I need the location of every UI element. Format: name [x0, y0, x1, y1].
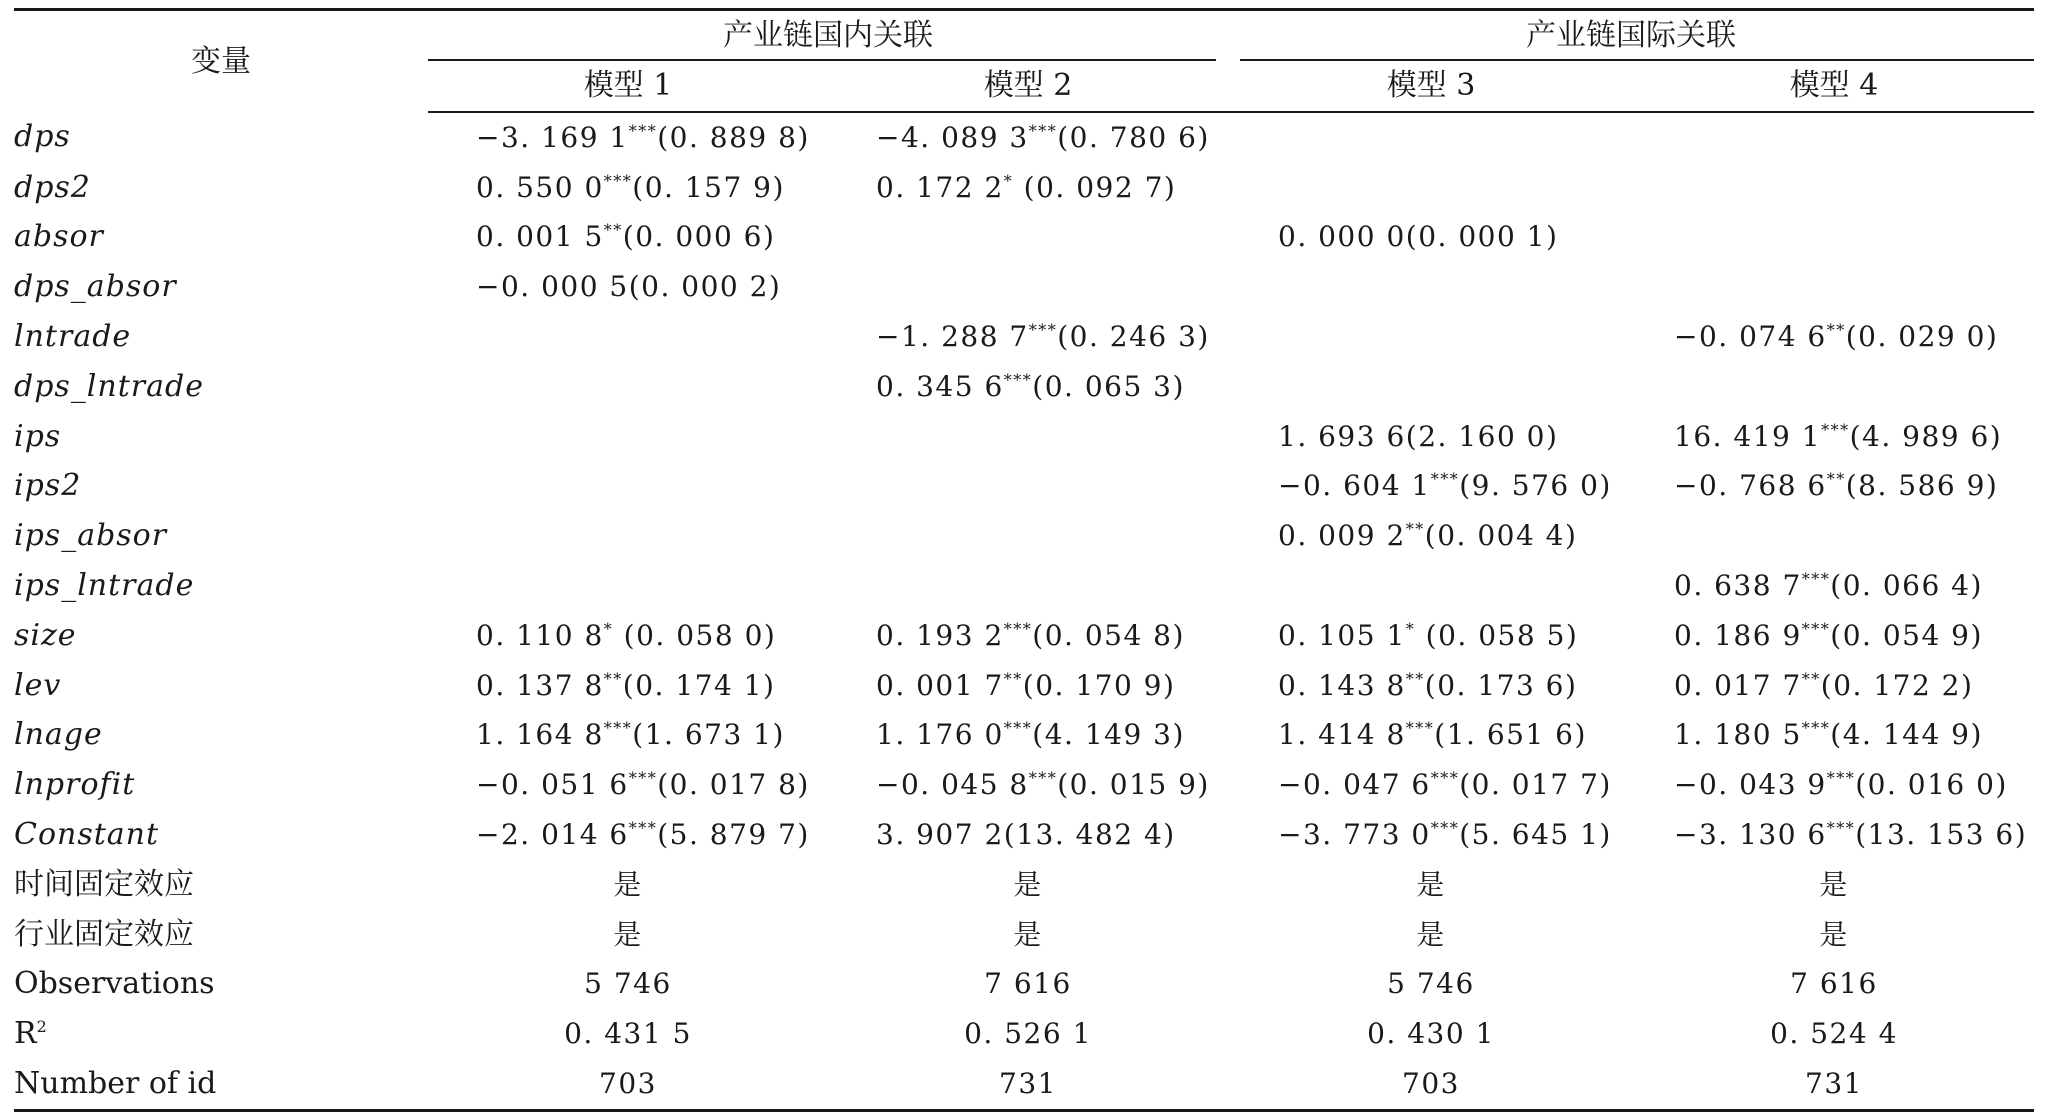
- row-variable-label: lnage: [14, 717, 103, 753]
- row-variable-label: lnprofit: [14, 767, 136, 803]
- table-row: [14, 312, 2034, 362]
- model-1-cell: [428, 561, 828, 611]
- model-2-cell: 7 616: [984, 967, 1072, 1001]
- model-1-cell: 1. 164 8***(1. 673 1): [476, 718, 785, 752]
- model-2-cell: [828, 412, 1228, 462]
- model-4-cell: 0. 017 7**(0. 172 2): [1674, 668, 1974, 702]
- model-1-cell: 0. 001 5**(0. 000 6): [476, 220, 776, 254]
- model-2-cell: [828, 262, 1228, 312]
- model-3-cell: [1228, 362, 1634, 412]
- table-row: [14, 412, 2034, 462]
- row-variable-label: 行业固定效应: [14, 916, 194, 952]
- model-1-header: 模型 1: [428, 61, 828, 112]
- model-3-cell: 0. 000 0(0. 000 1): [1278, 220, 1559, 254]
- group-header-domestic-label: 产业链国内关联: [723, 18, 933, 53]
- table-row: [14, 760, 2034, 810]
- model-2-cell: −0. 045 8***(0. 015 9): [876, 768, 1210, 802]
- model-1-cell: −3. 169 1***(0. 889 8): [476, 120, 810, 154]
- row-variable-label: Number of id: [14, 1059, 428, 1110]
- model-3-cell: 703: [1228, 1059, 1634, 1110]
- model-3-cell: [1228, 262, 1634, 312]
- model-4-cell: [1634, 213, 2034, 263]
- model-2-cell: [828, 561, 1228, 611]
- model-2-header: 模型 2: [828, 61, 1228, 112]
- model-2-cell: [828, 213, 1228, 263]
- row-variable-label: $R^2$: [14, 1016, 47, 1052]
- model-1-cell: −0. 000 5(0. 000 2): [476, 270, 782, 304]
- model-2-cell: 0. 193 2***(0. 054 8): [876, 618, 1185, 652]
- model-2-cell: 是: [1013, 867, 1043, 901]
- model-3-cell: −3. 773 0***(5. 645 1): [1278, 818, 1612, 852]
- model-3-cell: 是: [1416, 917, 1446, 951]
- model-4-cell: [1634, 262, 2034, 312]
- group-header-international: [1228, 10, 2034, 62]
- group-header-domestic: [428, 10, 1228, 62]
- model-1-cell: 是: [613, 867, 643, 901]
- table-row: [14, 163, 2034, 213]
- table-row: [14, 810, 2034, 860]
- model-4-cell: 7 616: [1790, 967, 1878, 1001]
- row-variable-label: ips_lntrade: [14, 568, 195, 604]
- model-3-cell: [1228, 312, 1634, 362]
- model-1-cell: [428, 312, 828, 362]
- model-4-cell: [1634, 362, 2034, 412]
- model-1-cell: −2. 014 6***(5. 879 7): [476, 818, 810, 852]
- model-2-cell: 0. 001 7**(0. 170 9): [876, 668, 1176, 702]
- table-row: [14, 1059, 2034, 1110]
- table-row: [14, 910, 2034, 960]
- model-2-cell: [828, 511, 1228, 561]
- model-2-cell: 1. 176 0***(4. 149 3): [876, 718, 1185, 752]
- model-1-cell: 0. 431 5: [564, 1017, 692, 1051]
- group-header-international-label: 产业链国际关联: [1526, 18, 1736, 53]
- model-1-cell: 5 746: [584, 967, 672, 1001]
- model-1-cell: [428, 362, 828, 412]
- model-3-cell: [1228, 163, 1634, 213]
- model-1-cell: 0. 110 8* (0. 058 0): [476, 618, 777, 652]
- table-row: [14, 561, 2034, 611]
- model-4-cell: 731: [1634, 1059, 2034, 1110]
- row-variable-label: absor: [14, 219, 104, 255]
- row-variable-label: dps: [14, 119, 71, 155]
- model-2-cell: 是: [1013, 917, 1043, 951]
- table-row: [14, 860, 2034, 910]
- model-1-cell: [428, 412, 828, 462]
- model-2-cell: 0. 526 1: [964, 1017, 1092, 1051]
- table-row: [14, 960, 2034, 1010]
- group-underline-domestic: [428, 59, 1216, 61]
- table-row: [14, 711, 2034, 761]
- row-variable-label: size: [14, 617, 77, 653]
- model-3-cell: 0. 143 8**(0. 173 6): [1278, 668, 1578, 702]
- row-variable-label: lev: [14, 667, 62, 703]
- model-3-cell: −0. 604 1***(9. 576 0): [1278, 469, 1612, 503]
- group-underline-international: [1240, 59, 2034, 61]
- model-4-cell: [1634, 511, 2034, 561]
- model-2-cell: −4. 089 3***(0. 780 6): [876, 120, 1210, 154]
- model-2-cell: [828, 462, 1228, 512]
- table-row: [14, 661, 2034, 711]
- model-4-cell: −3. 130 6***(13. 153 6): [1674, 818, 2028, 852]
- table-row: [14, 611, 2034, 661]
- table-row: [14, 362, 2034, 412]
- row-variable-label: Constant: [14, 817, 160, 853]
- model-4-cell: −0. 043 9***(0. 016 0): [1674, 768, 2008, 802]
- model-4-cell: [1634, 163, 2034, 213]
- model-1-cell: [428, 511, 828, 561]
- model-1-cell: −0. 051 6***(0. 017 8): [476, 768, 810, 802]
- table-row: [14, 213, 2034, 263]
- model-4-cell: 0. 638 7***(0. 066 4): [1674, 569, 1983, 603]
- model-3-header: 模型 3: [1228, 61, 1634, 112]
- model-4-cell: −0. 074 6**(0. 029 0): [1674, 320, 1999, 354]
- model-4-cell: 是: [1819, 917, 1849, 951]
- model-3-cell: 0. 105 1* (0. 058 5): [1278, 618, 1579, 652]
- model-1-cell: 703: [428, 1059, 828, 1110]
- row-variable-label: dps_lntrade: [14, 368, 204, 404]
- table-body: [14, 112, 2034, 1110]
- table-row: [14, 112, 2034, 163]
- table-header: [14, 10, 2034, 113]
- model-3-cell: 1. 414 8***(1. 651 6): [1278, 718, 1587, 752]
- model-2-cell: 0. 172 2* (0. 092 7): [876, 170, 1177, 204]
- model-4-cell: [1634, 112, 2034, 163]
- model-4-cell: 0. 186 9***(0. 054 9): [1674, 618, 1983, 652]
- row-variable-label: ips: [14, 418, 62, 454]
- model-3-cell: 是: [1416, 867, 1446, 901]
- table-row: [14, 262, 2034, 312]
- model-4-cell: 是: [1819, 867, 1849, 901]
- model-3-cell: [1228, 112, 1634, 163]
- model-2-cell: 0. 345 6***(0. 065 3): [876, 369, 1185, 403]
- model-3-cell: 0. 009 2**(0. 004 4): [1278, 519, 1578, 553]
- model-4-cell: 1. 180 5***(4. 144 9): [1674, 718, 1983, 752]
- row-variable-label: dps2: [14, 169, 91, 205]
- model-4-cell: 16. 419 1***(4. 989 6): [1674, 419, 2003, 453]
- model-3-cell: 5 746: [1387, 967, 1475, 1001]
- row-variable-label: ips2: [14, 468, 82, 504]
- model-3-cell: 1. 693 6(2. 160 0): [1278, 419, 1559, 453]
- model-3-cell: [1228, 561, 1634, 611]
- regression-table: [14, 8, 2034, 1112]
- row-variable-label: ips_absor: [14, 518, 168, 554]
- table-row: [14, 511, 2034, 561]
- table-row: [14, 462, 2034, 512]
- table-row: [14, 1009, 2034, 1059]
- model-3-cell: 0. 430 1: [1367, 1017, 1495, 1051]
- model-4-cell: 0. 524 4: [1770, 1017, 1898, 1051]
- variable-column-header: 变量: [14, 10, 428, 113]
- model-2-cell: 3. 907 2(13. 482 4): [876, 818, 1176, 852]
- row-variable-label: lntrade: [14, 319, 132, 355]
- model-3-cell: −0. 047 6***(0. 017 7): [1278, 768, 1612, 802]
- model-1-cell: 0. 137 8**(0. 174 1): [476, 668, 776, 702]
- row-variable-label: 时间固定效应: [14, 866, 194, 902]
- row-variable-label: dps_absor: [14, 269, 177, 305]
- model-1-cell: [428, 462, 828, 512]
- model-1-cell: 0. 550 0***(0. 157 9): [476, 170, 785, 204]
- model-1-cell: 是: [613, 917, 643, 951]
- model-2-cell: 731: [828, 1059, 1228, 1110]
- model-4-cell: −0. 768 6**(8. 586 9): [1674, 469, 1999, 503]
- model-4-header: 模型 4: [1634, 61, 2034, 112]
- row-variable-label: Observations: [14, 966, 215, 1002]
- model-2-cell: −1. 288 7***(0. 246 3): [876, 320, 1210, 354]
